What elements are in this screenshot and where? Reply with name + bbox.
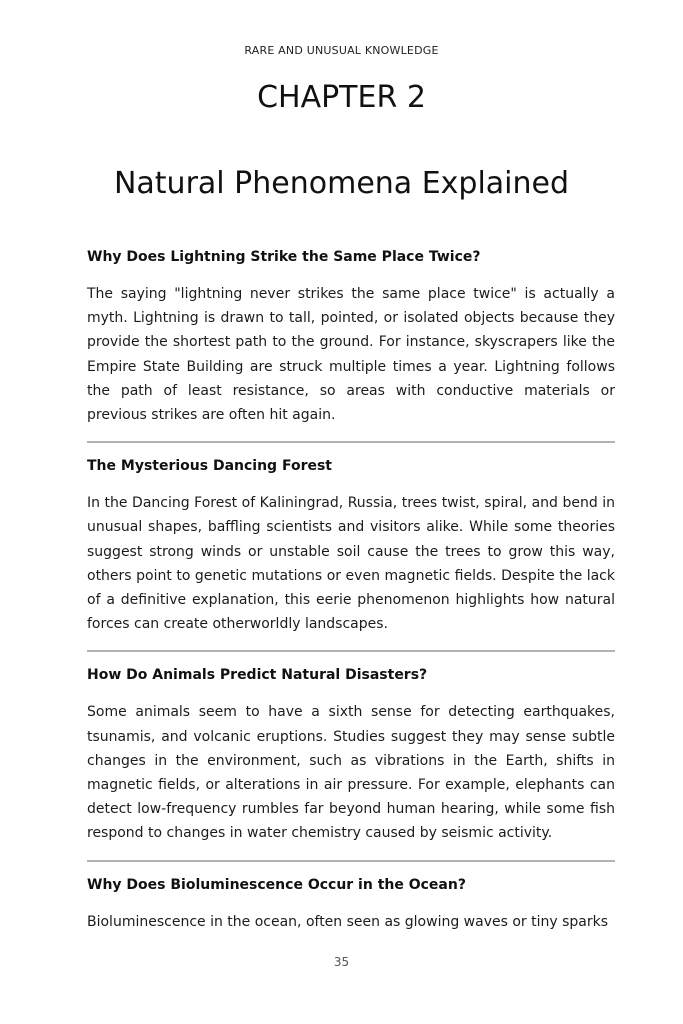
- section-body: Bioluminescence in the ocean, often seen as glowing waves or tiny sparks: [87, 913, 609, 930]
- section-heading: Why Does Bioluminescence Occur in the Ocean?: [87, 876, 466, 893]
- section-dancing-forest: [87, 455, 615, 636]
- section-body: Some animals seem to have a sixth sense for detecting earthquakes, tsunamis, and volcanic eruptions. Studies suggest they may sense subtle changes in the environment, such as vibrations in the Earth, shifts in magnetic fields, or alterations in air pressure. For example, elephants can detect low-frequency rumbles far beyond human hearing, while some fish respond to changes in water chemistry caused by seismic activity.: [87, 704, 615, 842]
- chapter-content: [87, 246, 615, 934]
- chapter-title: Natural Phenomena Explained: [113, 166, 570, 201]
- running-head: RARE AND UNUSUAL KNOWLEDGE: [244, 44, 439, 57]
- section-body: In the Dancing Forest of Kaliningrad, Russia, trees twist, spiral, and bend in unusual shapes, baffling scientists and visitors alike. While some theories suggest strong winds or unstable soil cause the trees to grow this way, others point to genetic mutations or even magnetic fields. Despite the lack of a definitive explanation, this eerie phenomenon highlights how natural forces can create otherworldly landscapes.: [87, 495, 615, 633]
- page-number: 35: [333, 955, 350, 969]
- section-heading: Why Does Lightning Strike the Same Place Twice?: [87, 249, 481, 265]
- section-lightning: [87, 246, 615, 427]
- section-heading: How Do Animals Predict Natural Disasters?: [87, 667, 428, 684]
- chapter-label: CHAPTER 2: [257, 80, 426, 115]
- section-divider: [87, 650, 615, 652]
- section-heading: The Mysterious Dancing Forest: [87, 458, 332, 475]
- section-body: The saying "lightning never strikes the same place twice" is actually a myth. Lightning is drawn to tall, pointed, or isolated objects because they provide the shortest path to the ground. For instance, skyscrapers like the Empire State Building are struck multiple times a year. Lightning follows the path of least resistance, so areas with conductive materials or previous strikes are often hit again.: [87, 286, 615, 424]
- section-bioluminescence: [87, 874, 615, 934]
- section-animals-predict: [87, 664, 615, 845]
- section-divider: [87, 441, 615, 443]
- section-divider: [87, 860, 615, 862]
